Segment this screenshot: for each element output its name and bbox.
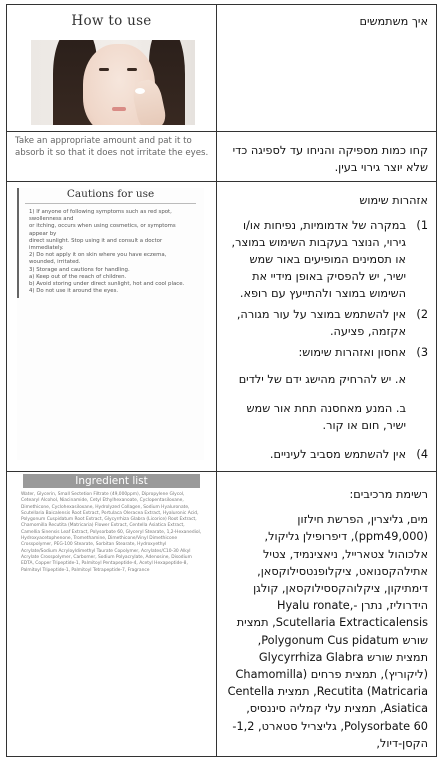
caption-translation-cell (217, 132, 437, 182)
caution-item-text: אין להשתמש מסביב לעיניים. (269, 448, 406, 461)
how-to-use-label-cell (217, 5, 437, 132)
caution-item (225, 446, 428, 463)
ingredient-title: Ingredient list (23, 474, 200, 488)
how-to-use-caption: Take an appropriate amount and pat it to absorb it so that it does not irritate the eyes. (15, 136, 209, 158)
caution-item-number: 2) (416, 308, 428, 321)
ingredients-heading: רשימת מרכיבים: (349, 488, 428, 501)
caution-line: 2) Do not apply it on skin where you have eczema, wounded, irritated. (29, 252, 167, 266)
how-to-use-image (7, 5, 216, 130)
cautions-heading: אזהרות שימוש (359, 194, 428, 207)
ingredient-text-en: Water, Glycerin, Small Sectetion Filtrate (49,000ppm), Dipropylene Glycol, Cetearyl Alcohol, Niacinamide, Cetyl Ethylhexanoate, Cyclopentasiloxane, Dimethicone, Cyclohexasiloxane, Hydrolyzed Collagen, Sodium Hyaluronate, Scutellaria Baicalensis Root Extract, Portulaca Oleracea Extract, Hyaluronic Acid, Polygonum Cuspidatum Root Extract, Glycyrrhiza Glabra (Licorice) Root Extract, Chamomilla Recutita (Matricaria) Flower Extract, Centella Asiatica Extract, Camellia Sinensis Leaf Extract, Polysorbate 60, Glyceryl Stearate, 1,2-Hexanediol, Hydroxyacetophenone, Tromethamine, Dimethicone/Vinyl Dimethicone Crosspolymer, PEG-100 Stearate, Sorbitan Stearate, Hydroxyethyl Acrylate/Sodium Acryloyldimethyl Taurate Copolymer, Acrylates/C10-30 Alkyl Acrylate Crosspolymer, Carbomer, Sodium Polyacrylate, Adenosine, Disodium EDTA, Copper Tripeptide-1, Palmitoyl Pentapeptide-4, Acetyl Hexapeptide-8, Palmitoyl Tripeptide-1, Palmitoyl Tetrapeptide-7, Fragrance (21, 492, 202, 573)
caution-sub-a: א. יש להרחיק מהישג ידם של ילדים (238, 373, 406, 386)
caution-line: 1) If anyone of following symptoms such as red spot, swollenness and (29, 209, 172, 223)
how-to-use-instructions: קחו כמות מספיקה והניחו עד לספיגה כדי שלא יוצר גירוי בעין. (232, 144, 428, 174)
how-to-use-heading: איך משתמשים (359, 15, 428, 28)
caution-item (225, 344, 428, 361)
caption-cell (7, 132, 217, 182)
caution-item (225, 306, 428, 340)
cautions-image-cell (7, 182, 217, 472)
cautions-list (17, 209, 204, 295)
cautions-text-cell (217, 182, 437, 472)
document-table (6, 4, 437, 757)
how-to-use-title: How to use (71, 13, 152, 29)
cautions-image (17, 188, 204, 460)
caution-item (225, 217, 428, 302)
model-photo (31, 40, 195, 125)
ingredient-text-cell (217, 472, 437, 757)
cautions-title: Cautions for use (66, 188, 155, 200)
caution-item-number: 4) (416, 448, 428, 461)
caution-item-text: אחסון ואזהרות שימוש: (298, 346, 406, 359)
caution-item-number: 1) (416, 219, 428, 232)
caution-line: 3) Storage and cautions for handling. (29, 266, 130, 273)
how-to-use-image-cell (7, 5, 217, 132)
caution-item-text: במקרה של אדמומיות, נפיחות או/ו גירוי, הנוצר בעקבות השימוש במוצר, או תסמינים המופיעים באור שמש ישיר, יש להפסיק באופן מידיי את השימוש במוצר ולהתייעץ עם רופא. (231, 219, 406, 300)
ingredient-image-cell (7, 472, 217, 757)
caution-item-text: אין להשתמש במוצר על עור מגורה, אקזמה, פציעה. (236, 308, 406, 338)
ingredient-image (7, 472, 216, 574)
cautions-text (217, 182, 436, 471)
caution-sub-b: ב. המנע מאחסנה תחת אור שמש ישיר, חום או קור. (246, 402, 406, 432)
ingredients-list: מים, גליצרין, הפרשת חילזון (ppm49,000), דיפרופילן גליקול, אלכוהול צטארייל, ניאצינמיד, צטיל אתילהקסנואט, ציקלופנטסילוקסאן, דימתיקון, ציקלוהקססילוקסאן, קולגן הידרוליז, נתרן -Hyalu ronate, Scutellaria Extracticalensis, תמצית שורש Polygonum Cus pidatum, תמצית שורש Glycyrrhiza Glabra (ליקוריץ), תמצית פרחים (Chamomilla Recutita (Matricaria, תמצית Centella Asiatica, תמצית עלי קמליה סיננסיס, Polysorbate 60, גליצריל סטארט, 1,2-הקסן-דיול, (227, 513, 428, 750)
caution-line: a) Keep out of the reach of children. (29, 273, 127, 280)
caution-line: 4) Do not use it around the eyes. (29, 288, 119, 295)
caution-line: b) Avoid storing under direct sunlight, hot and cool place. (29, 281, 185, 288)
caution-line: direct sunlight. Stop using it and consult a doctor immediately. (29, 237, 163, 252)
caution-item-number: 3) (416, 346, 428, 359)
caution-line: or itching, occurs when using cosmetics, or symptoms appear by (29, 223, 176, 237)
ingredient-text-he (217, 472, 436, 756)
